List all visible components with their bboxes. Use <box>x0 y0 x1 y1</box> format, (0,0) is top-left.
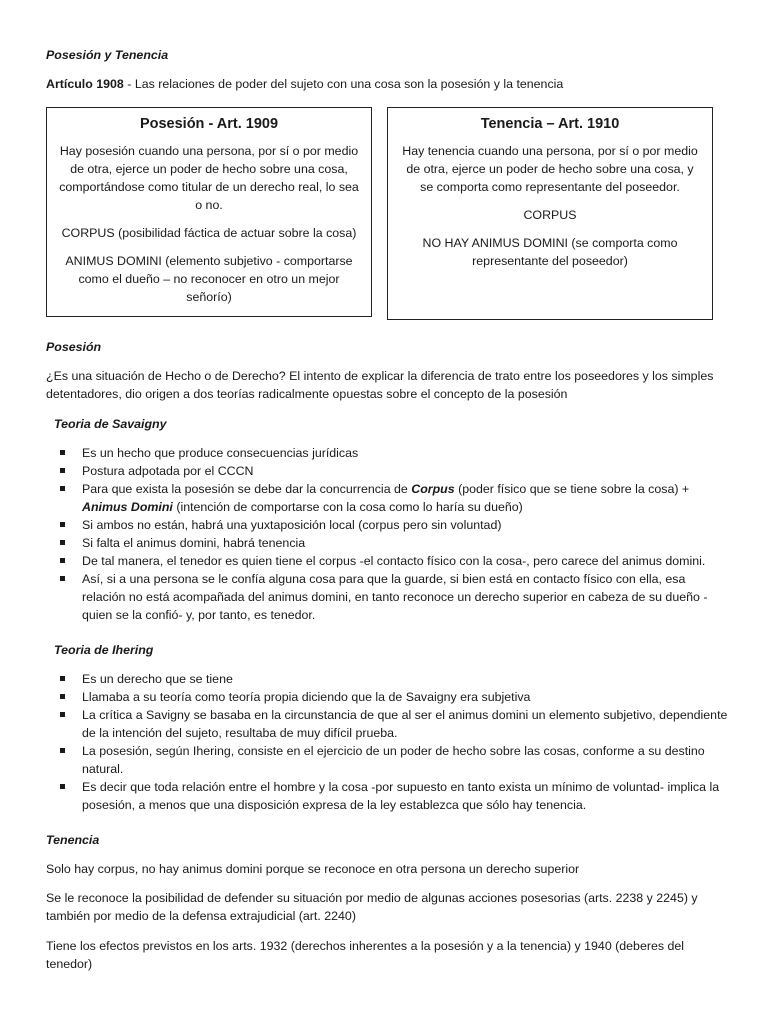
bullet-icon <box>60 676 65 681</box>
list-item: Es un hecho que produce consecuencias jurídicas <box>60 444 730 462</box>
article-1908-label: Artículo 1908 <box>46 77 124 91</box>
posesion-box-title: Posesión - Art. 1909 <box>139 116 279 132</box>
bullet-icon <box>60 468 65 473</box>
article-1908-line <box>46 75 746 93</box>
bullet-icon <box>60 784 65 789</box>
ihering-heading: Teoria de Ihering <box>54 643 154 657</box>
bullet-icon <box>60 522 65 527</box>
bullet-icon <box>60 712 65 717</box>
bullet-icon <box>60 694 65 699</box>
document-title: Posesión y Tenencia <box>46 48 169 62</box>
tenencia-box-definition: Hay tenencia cuando una persona, por sí o por medio de otra, ejerce un poder de hecho sobre una cosa, y se comporta como representante del poseedor. <box>402 144 698 194</box>
list-item: Postura adpotada por el CCCN <box>60 462 730 480</box>
list-item: Si ambos no están, habrá una yuxtaposición local (corpus pero sin voluntad) <box>60 516 730 534</box>
bullet-icon <box>60 540 65 545</box>
tenencia-box-no-animus: NO HAY ANIMUS DOMINI (se comporta como representante del poseedor) <box>422 236 678 268</box>
posesion-box <box>46 107 372 317</box>
posesion-box-corpus: CORPUS (posibilidad fáctica de actuar sobre la cosa) <box>61 226 357 240</box>
bullet-icon <box>60 450 65 455</box>
article-1908-text: - Las relaciones de poder del sujeto con una cosa son la posesión y la tenencia <box>123 77 564 91</box>
tenencia-box-title: Tenencia – Art. 1910 <box>480 116 620 132</box>
bullet-icon <box>60 576 65 581</box>
bullet-icon <box>60 486 65 491</box>
list-item: Llamaba a su teoría como teoría propia diciendo que la de Savaigny era subjetiva <box>60 688 730 706</box>
bullet-icon <box>60 748 65 753</box>
tenencia-box-corpus: CORPUS <box>523 208 577 222</box>
list-item: De tal manera, el tenedor es quien tiene el corpus -el contacto físico con la cosa-, pero carece del animus domini. <box>60 552 730 570</box>
tenencia-paragraph-3: Tiene los efectos previstos en los arts. 1932 (derechos inherentes a la posesión y a la tenencia) y 1940 (deberes del tenedor) <box>46 939 685 971</box>
posesion-box-definition: Hay posesión cuando una persona, por sí o por medio de otra, ejerce un poder de hecho sobre una cosa, comportándose como titular de un derecho real, lo sea o no. <box>59 144 359 212</box>
tenencia-paragraph-1: Solo hay corpus, no hay animus domini porque se reconoce en otra persona un derecho superior <box>46 862 580 876</box>
posesion-intro: ¿Es una situación de Hecho o de Derecho? El intento de explicar la diferencia de trato entre los poseedores y los simples detentadores, dio origen a dos teorías radicalmente opuestas sobre el concepto de la posesión <box>46 369 714 401</box>
list-item: Si falta el animus domini, habrá tenencia <box>60 534 730 552</box>
list-item: La crítica a Savigny se basaba en la circunstancia de que al ser el animus domini un elemento subjetivo, dependiente de la intención del sujeto, resultaba de muy difícil prueba. <box>60 706 730 742</box>
list-item: Es un derecho que se tiene <box>60 670 730 688</box>
ihering-list <box>60 670 730 814</box>
savaigny-heading: Teoria de Savaigny <box>54 417 167 431</box>
list-item: Para que exista la posesión se debe dar la concurrencia de Corpus (poder físico que se tiene sobre la cosa) + Animus Domini (intención de comportarse con la cosa como lo haría su dueño) <box>60 480 730 516</box>
posesion-box-animus: ANIMUS DOMINI (elemento subjetivo - comportarse como el dueño – no reconocer en otro un mejor señorío) <box>65 254 353 304</box>
bullet-icon <box>60 558 65 563</box>
list-item: La posesión, según Ihering, consiste en el ejercicio de un poder de hecho sobre las cosas, conforme a su destino natural. <box>60 742 730 778</box>
posesion-heading: Posesión <box>46 340 102 354</box>
list-item: Así, si a una persona se le confía alguna cosa para que la guarde, si bien está en contacto físico con ella, esa relación no está acompañada del animus domini, en tanto reconoce un derecho superior en cabeza de su dueño -quien se la confió- y, por tanto, es tenedor. <box>60 570 730 624</box>
tenencia-paragraph-2: Se le reconoce la posibilidad de defender su situación por medio de algunas acciones posesorias (arts. 2238 y 2245) y también por medio de la defensa extrajudicial (art. 2240) <box>46 891 698 923</box>
tenencia-box <box>387 107 713 320</box>
savaigny-list <box>60 444 730 624</box>
list-item: Es decir que toda relación entre el hombre y la cosa -por supuesto en tanto exista un mínimo de voluntad- implica la posesión, a menos que una disposición expresa de la ley establezca que sólo hay tenencia. <box>60 778 730 814</box>
tenencia-heading: Tenencia <box>46 833 100 847</box>
